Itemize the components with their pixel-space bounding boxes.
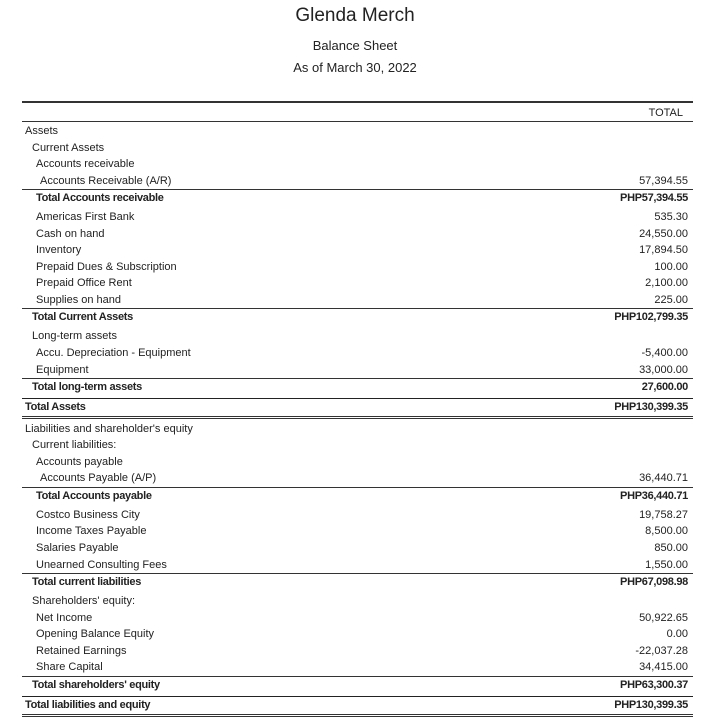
row-amount: PHP67,098.98 bbox=[620, 576, 688, 588]
table-row bbox=[22, 454, 693, 471]
row-amount: 850.00 bbox=[654, 542, 688, 554]
table-row bbox=[22, 593, 693, 610]
row-label: Total Accounts payable bbox=[36, 490, 152, 502]
table-row bbox=[22, 259, 693, 276]
row-label: Prepaid Office Rent bbox=[36, 277, 132, 289]
table-row bbox=[22, 659, 693, 676]
row-amount: 24,550.00 bbox=[639, 228, 688, 240]
row-label: Total Accounts receivable bbox=[36, 192, 164, 204]
row-amount: 8,500.00 bbox=[645, 525, 688, 537]
grand-total-row bbox=[22, 398, 693, 419]
row-amount: 33,000.00 bbox=[639, 364, 688, 376]
row-label: Income Taxes Payable bbox=[36, 525, 147, 537]
row-amount: 225.00 bbox=[654, 294, 688, 306]
row-label: Opening Balance Equity bbox=[36, 628, 155, 640]
table-row bbox=[22, 140, 693, 157]
row-label: Net Income bbox=[36, 612, 93, 624]
row-amount: 100.00 bbox=[654, 261, 688, 273]
table-row bbox=[22, 209, 693, 226]
table-row bbox=[22, 507, 693, 524]
row-label: Total current liabilities bbox=[32, 576, 142, 588]
table-row bbox=[22, 610, 693, 627]
table-row bbox=[22, 345, 693, 362]
row-label: Share Capital bbox=[36, 661, 103, 673]
row-label: Prepaid Dues & Subscription bbox=[36, 261, 177, 273]
row-amount: PHP36,440.71 bbox=[620, 490, 688, 502]
row-label: Long-term assets bbox=[32, 330, 117, 342]
row-amount: -22,037.28 bbox=[635, 645, 688, 657]
row-label: Inventory bbox=[36, 244, 82, 256]
table-row bbox=[22, 328, 693, 345]
row-label: Accounts Payable (A/P) bbox=[40, 472, 157, 484]
row-label: Salaries Payable bbox=[36, 542, 119, 554]
row-label: Cash on hand bbox=[36, 228, 105, 240]
table-row bbox=[22, 437, 693, 454]
table-row bbox=[22, 643, 693, 660]
total-row bbox=[22, 487, 693, 505]
table-row bbox=[22, 173, 693, 190]
table-row bbox=[22, 470, 693, 487]
row-label: Total liabilities and equity bbox=[25, 699, 151, 711]
total-row bbox=[22, 573, 693, 591]
row-label: Accounts Receivable (A/R) bbox=[40, 175, 172, 187]
row-label: Equipment bbox=[36, 364, 89, 376]
column-header-total: TOTAL bbox=[648, 107, 683, 119]
row-amount: 535.30 bbox=[654, 211, 688, 223]
table-row bbox=[22, 362, 693, 379]
row-amount: PHP63,300.37 bbox=[620, 679, 688, 691]
row-label: Total Assets bbox=[25, 401, 86, 413]
header-divider-top bbox=[22, 101, 693, 103]
row-label: Costco Business City bbox=[36, 509, 140, 521]
table-row bbox=[22, 557, 693, 574]
row-label: Total Current Assets bbox=[32, 311, 133, 323]
row-amount: PHP130,399.35 bbox=[614, 699, 688, 711]
company-name: Glenda Merch bbox=[295, 5, 415, 26]
report-date: As of March 30, 2022 bbox=[293, 60, 417, 75]
row-amount: -5,400.00 bbox=[641, 347, 688, 359]
row-amount: 0.00 bbox=[666, 628, 688, 640]
total-row bbox=[22, 378, 693, 396]
total-row bbox=[22, 308, 693, 326]
total-row bbox=[22, 189, 693, 207]
table-row bbox=[22, 156, 693, 173]
row-amount: 1,550.00 bbox=[645, 559, 688, 571]
table-row bbox=[22, 421, 693, 438]
row-label: Retained Earnings bbox=[36, 645, 127, 657]
header-divider-bottom bbox=[22, 121, 693, 122]
row-amount: 19,758.27 bbox=[639, 509, 688, 521]
table-row bbox=[22, 275, 693, 292]
table-row bbox=[22, 626, 693, 643]
table-row bbox=[22, 540, 693, 557]
grand-total-row bbox=[22, 696, 693, 717]
row-label: Accounts payable bbox=[36, 456, 123, 468]
row-label: Supplies on hand bbox=[36, 294, 122, 306]
row-amount: 17,894.50 bbox=[639, 244, 688, 256]
row-amount: 27,600.00 bbox=[641, 381, 688, 393]
row-label: Shareholders' equity: bbox=[32, 595, 135, 607]
row-label: Assets bbox=[25, 125, 59, 137]
report-title: Balance Sheet bbox=[312, 38, 398, 53]
row-label: Total long-term assets bbox=[32, 381, 142, 393]
row-amount: 36,440.71 bbox=[639, 472, 688, 484]
table-row bbox=[22, 242, 693, 259]
row-label: Total shareholders' equity bbox=[32, 679, 160, 691]
row-label: Accounts receivable bbox=[36, 158, 135, 170]
row-amount: 2,100.00 bbox=[645, 277, 688, 289]
row-label: Current Assets bbox=[32, 142, 105, 154]
row-amount: PHP102,799.35 bbox=[614, 311, 688, 323]
row-amount: 50,922.65 bbox=[639, 612, 688, 624]
row-amount: PHP130,399.35 bbox=[614, 401, 688, 413]
table-row bbox=[22, 523, 693, 540]
row-label: Unearned Consulting Fees bbox=[36, 559, 167, 571]
row-label: Accu. Depreciation - Equipment bbox=[36, 347, 191, 359]
row-label: Current liabilities: bbox=[32, 439, 117, 451]
table-row bbox=[22, 123, 693, 140]
row-amount: 34,415.00 bbox=[639, 661, 688, 673]
table-row bbox=[22, 226, 693, 243]
table-row bbox=[22, 292, 693, 309]
row-label: Americas First Bank bbox=[36, 211, 135, 223]
row-label: Liabilities and shareholder's equity bbox=[25, 423, 193, 435]
total-row bbox=[22, 676, 693, 694]
row-amount: 57,394.55 bbox=[639, 175, 688, 187]
row-amount: PHP57,394.55 bbox=[620, 192, 688, 204]
